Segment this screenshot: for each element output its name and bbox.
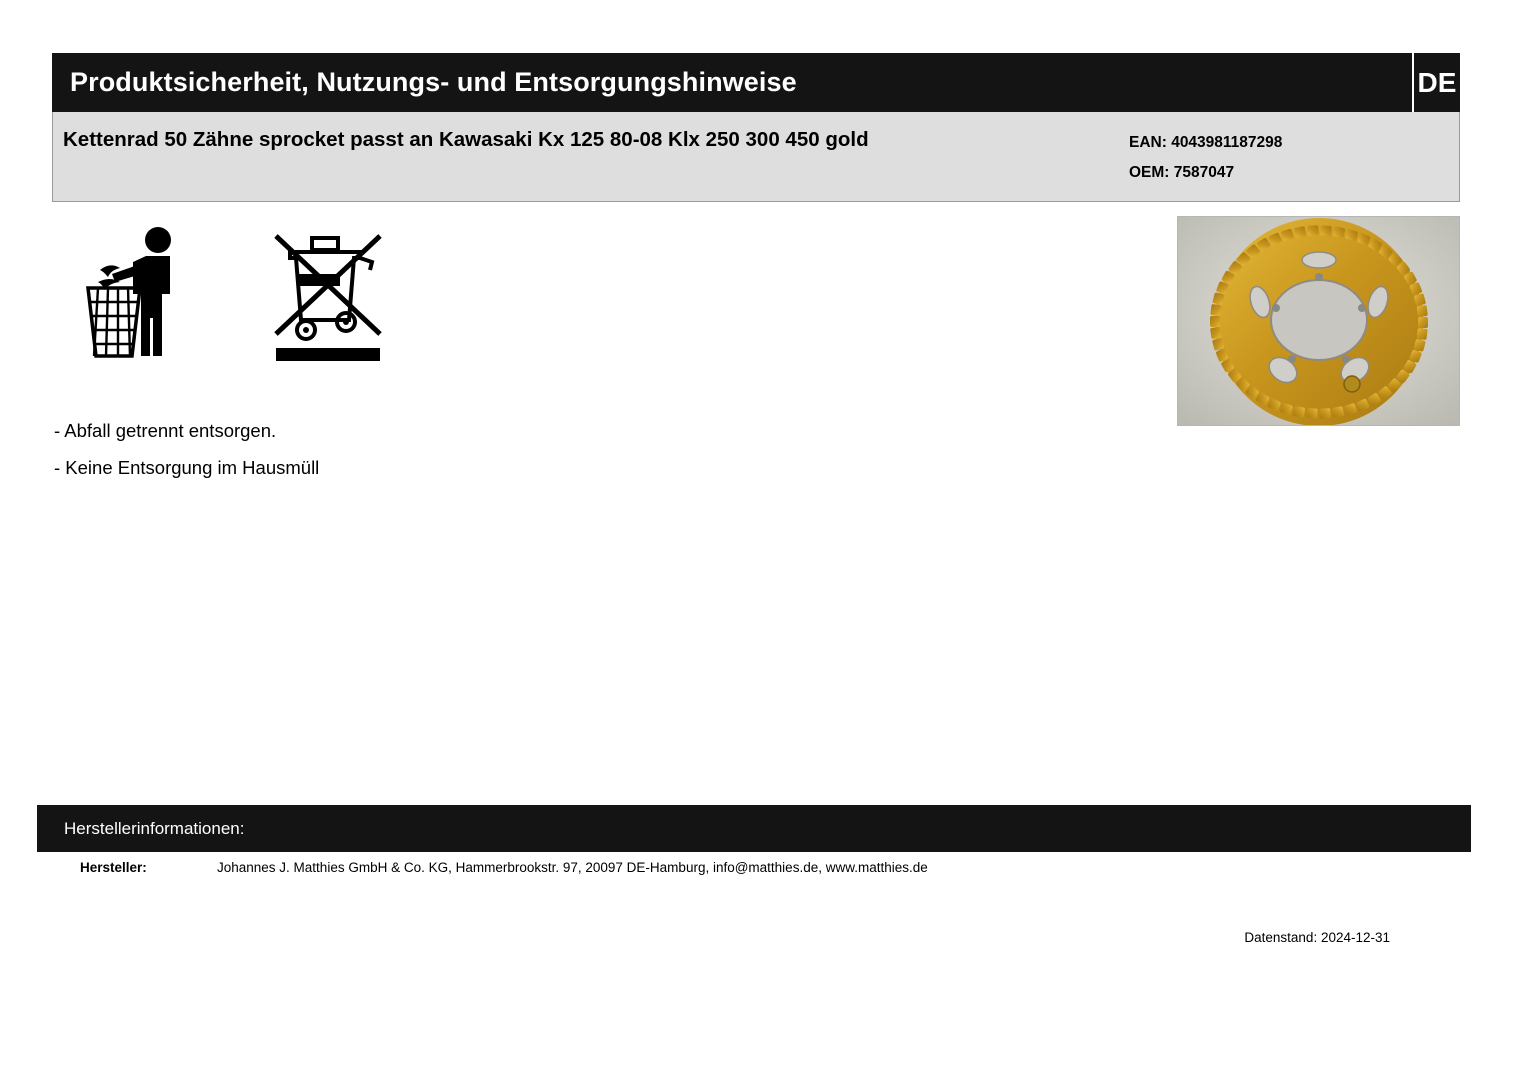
ean-code: EAN: 4043981187298 <box>1129 134 1283 151</box>
separate-waste-icon <box>80 222 200 377</box>
manufacturer-row <box>37 860 1471 875</box>
product-name: Kettenrad 50 Zähne sprocket passt an Kawasaki Kx 125 80-08 Klx 250 300 450 gold <box>63 128 869 151</box>
list-item: - Keine Entsorgung im Hausmüll <box>54 457 320 478</box>
list-item: - Abfall getrennt entsorgen. <box>54 420 277 441</box>
product-subheader <box>52 112 1460 202</box>
weee-crossed-bin-icon <box>268 222 388 377</box>
product-photo <box>1177 216 1460 426</box>
manufacturer-section-label: Herstellerinformationen: <box>64 818 245 838</box>
disposal-notes <box>54 412 954 486</box>
manufacturer-section-bar <box>37 805 1471 852</box>
pictogram-group <box>80 222 388 377</box>
document-header-bar <box>52 53 1460 112</box>
oem-code: OEM: 7587047 <box>1129 164 1235 181</box>
page-title: Produktsicherheit, Nutzungs- und Entsorgungshinweise <box>70 67 797 97</box>
product-codes <box>1123 112 1429 201</box>
data-status-date: Datenstand: 2024-12-31 <box>1244 930 1390 945</box>
manufacturer-key: Hersteller: <box>80 860 147 875</box>
language-badge: DE <box>1412 53 1460 112</box>
manufacturer-value: Johannes J. Matthies GmbH & Co. KG, Hammerbrookstr. 97, 20097 DE-Hamburg, info@matthies.de, www.matthies.de <box>217 860 928 875</box>
